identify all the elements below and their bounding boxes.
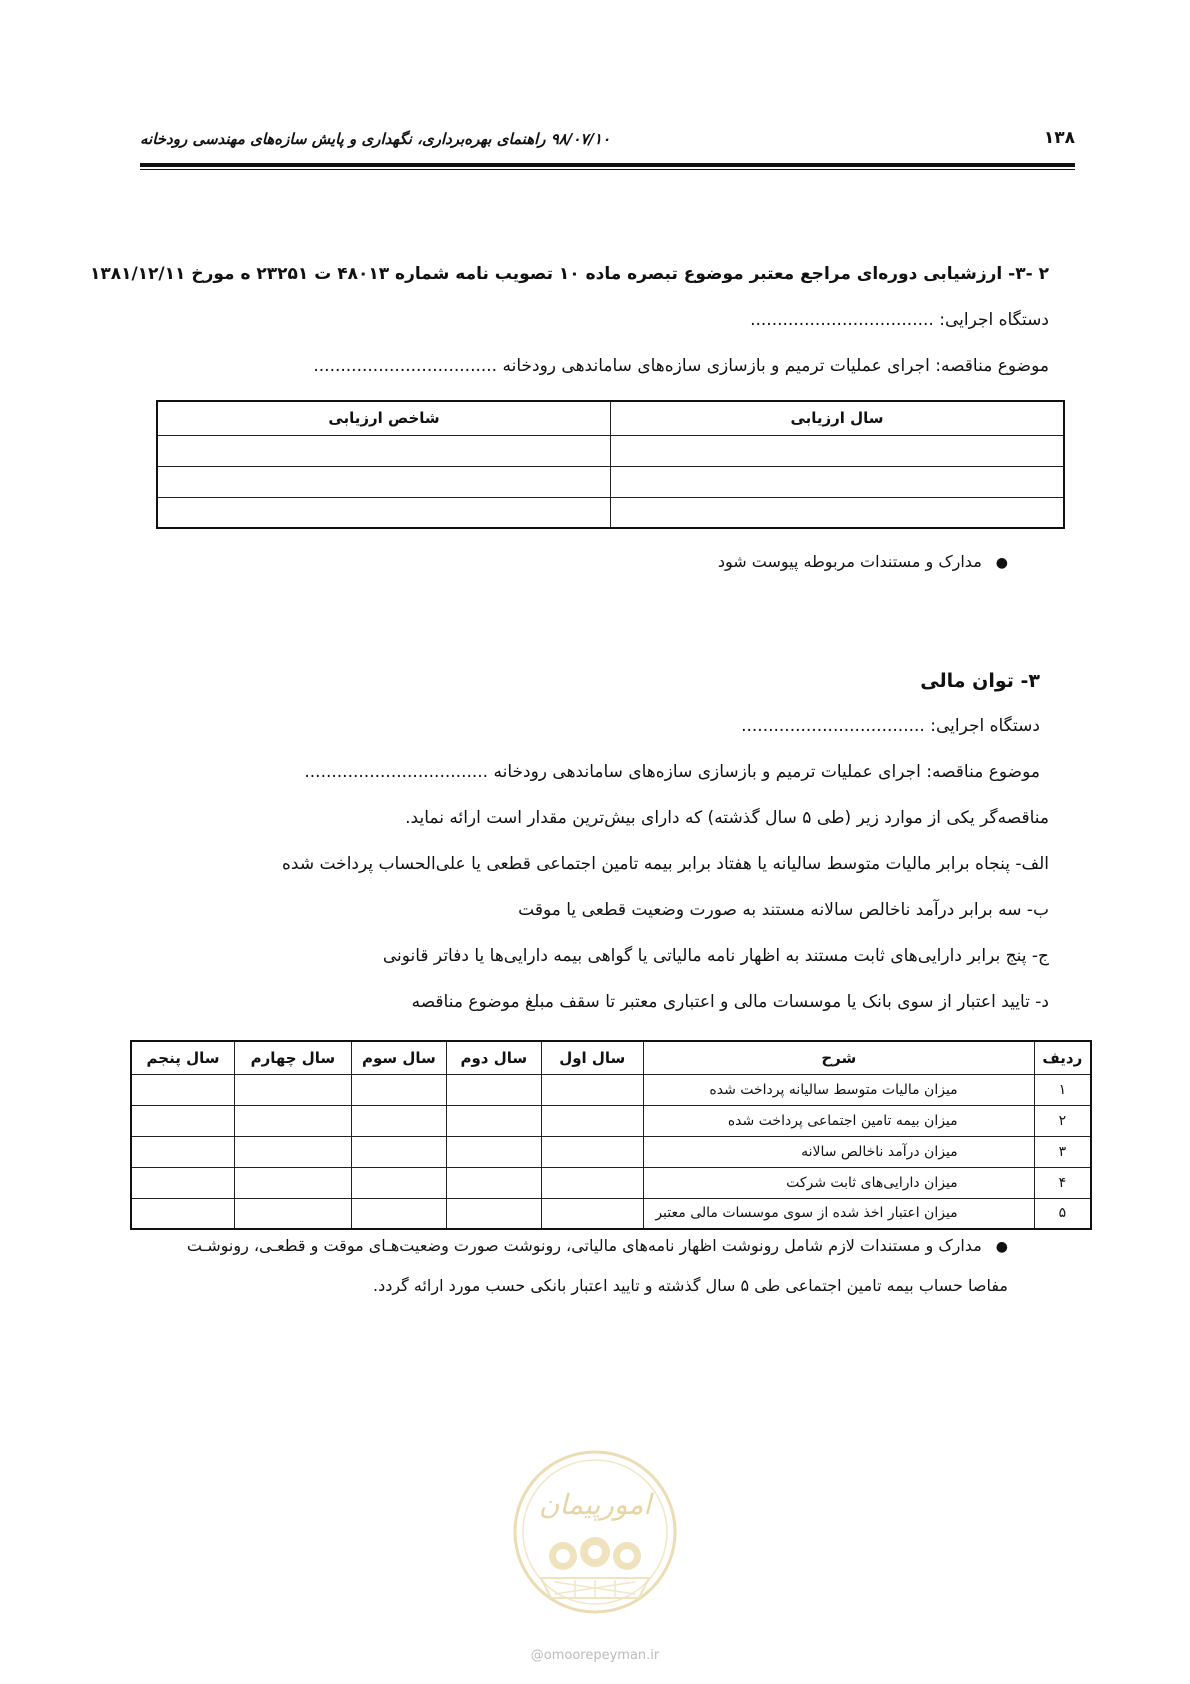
section-3-agency-line: دستگاه اجرایی: ..................................	[741, 716, 1040, 736]
row-number: ۱	[1034, 1074, 1091, 1105]
table-cell	[611, 466, 1065, 497]
row-description: میزان بیمه تامین اجتماعی پرداخت شده	[643, 1105, 1034, 1136]
column-header: سال ارزیابی	[611, 401, 1065, 435]
column-header-year-5: سال پنجم	[131, 1041, 235, 1074]
section-3-item-dal: د- تایید اعتبار از سوی بانک یا موسسات مالی و اعتباری معتبر تا سقف مبلغ موضوع مناقصه	[411, 992, 1049, 1012]
table-cell	[351, 1105, 446, 1136]
row-number: ۵	[1034, 1198, 1091, 1229]
table-cell	[611, 435, 1065, 466]
table-cell	[131, 1198, 235, 1229]
bullet-icon: ●	[995, 555, 1008, 571]
row-description: میزان دارایی‌های ثابت شرکت	[643, 1167, 1034, 1198]
table-row	[157, 497, 1064, 528]
table-cell	[131, 1105, 235, 1136]
table-row	[131, 1074, 1091, 1105]
table-cell	[611, 497, 1065, 528]
table-cell	[541, 1105, 643, 1136]
financial-table	[130, 1040, 1092, 1230]
table-cell	[351, 1136, 446, 1167]
evaluation-table	[156, 400, 1065, 529]
table-cell	[541, 1136, 643, 1167]
table-cell	[235, 1105, 352, 1136]
table-row	[157, 435, 1064, 466]
header-rule-thin	[140, 169, 1075, 170]
note-text: مدارک و مستندات لازم شامل رونوشت اظهار نامه‌های مالیاتی، رونوشت صورت وضعیت‌هـای موقت و قطعـی، رونوشـت	[186, 1236, 982, 1255]
table-cell	[235, 1074, 352, 1105]
header-rule-thick	[140, 163, 1075, 167]
column-header-description: شرح	[643, 1041, 1034, 1074]
row-description: میزان اعتبار اخذ شده از سوی موسسات مالی معتبر	[643, 1198, 1034, 1229]
table-cell	[131, 1074, 235, 1105]
table-row	[131, 1136, 1091, 1167]
section-3-note-line-1	[187, 1236, 1008, 1255]
column-header-year-2: سال دوم	[447, 1041, 541, 1074]
table-cell	[447, 1167, 541, 1198]
row-number: ۴	[1034, 1167, 1091, 1198]
table-cell	[447, 1074, 541, 1105]
section-2-3-note	[718, 552, 1008, 571]
column-header-year-1: سال اول	[541, 1041, 643, 1074]
table-header-row	[131, 1041, 1091, 1074]
table-cell	[541, 1167, 643, 1198]
table-cell	[235, 1136, 352, 1167]
page-number: ۱۳۸	[1043, 128, 1075, 148]
table-cell	[351, 1074, 446, 1105]
running-title: ۹۸/۰۷/۱۰ راهنمای بهره‌برداری، نگهداری و پایش سازه‌های مهندسی رودخانه	[140, 130, 611, 148]
table-row	[131, 1198, 1091, 1229]
logo-text: امورپیمان	[538, 1488, 652, 1521]
section-3-item-jim: ج- پنج برابر دارایی‌های ثابت مستند به اظهار نامه مالیاتی یا گواهی بیمه دارایی‌ها یا دفاتر قانونی	[382, 946, 1049, 966]
table-cell	[351, 1198, 446, 1229]
table-cell	[131, 1167, 235, 1198]
bullet-icon: ●	[995, 1239, 1008, 1255]
table-cell	[157, 435, 611, 466]
table-row	[131, 1167, 1091, 1198]
table-cell	[447, 1136, 541, 1167]
table-cell	[447, 1198, 541, 1229]
watermark-url: @omoorepeyman.ir	[530, 1648, 660, 1663]
column-header: شاخص ارزیابی	[157, 401, 611, 435]
table-header-row	[157, 401, 1064, 435]
section-2-3-agency-line: دستگاه اجرایی: ..................................	[750, 310, 1049, 330]
watermark-seal-logo	[511, 1448, 679, 1616]
table-cell	[157, 497, 611, 528]
table-row	[157, 466, 1064, 497]
column-header-row-number: ردیف	[1034, 1041, 1091, 1074]
table-cell	[131, 1136, 235, 1167]
note-text: مدارک و مستندات مربوطه پیوست شود	[717, 552, 982, 571]
section-3-intro: مناقصه‌گر یکی از موارد زیر (طی ۵ سال گذشته) که دارای بیش‌ترین مقدار است ارائه نماید.	[405, 808, 1049, 828]
section-2-3-tender-line: موضوع مناقصه: اجرای عملیات ترمیم و بازسازی سازه‌های ساماندهی رودخانه ..................................	[313, 356, 1049, 376]
section-3-item-be: ب- سه برابر درآمد ناخالص سالانه مستند به صورت وضعیت قطعی یا موقت	[518, 900, 1049, 920]
table-cell	[541, 1198, 643, 1229]
table-row	[131, 1105, 1091, 1136]
row-description: میزان درآمد ناخالص سالانه	[643, 1136, 1034, 1167]
section-3-heading: ۳- توان مالی	[920, 670, 1040, 692]
table-cell	[541, 1074, 643, 1105]
table-cell	[447, 1105, 541, 1136]
section-3-tender-line: موضوع مناقصه: اجرای عملیات ترمیم و بازسازی سازه‌های ساماندهی رودخانه ..................................	[304, 762, 1040, 782]
column-header-year-3: سال سوم	[351, 1041, 446, 1074]
table-cell	[235, 1198, 352, 1229]
section-3-item-alef: الف- پنجاه برابر مالیات متوسط سالیانه یا هفتاد برابر بیمه تامین اجتماعی قطعی یا علی‌الحساب پرداخت شده	[282, 854, 1049, 874]
section-3-note-line-2: مفاصا حساب بیمه تامین اجتماعی طی ۵ سال گذشته و تایید اعتبار بانکی حسب مورد ارائه گردد.	[373, 1276, 1008, 1295]
table-cell	[157, 466, 611, 497]
row-number: ۳	[1034, 1136, 1091, 1167]
table-cell	[235, 1167, 352, 1198]
page-header	[140, 128, 1075, 150]
row-description: میزان مالیات متوسط سالیانه پرداخت شده	[643, 1074, 1034, 1105]
section-2-3-heading: ۲ -۳- ارزشیابی دوره‌ای مراجع معتبر موضوع تبصره ماده ۱۰ تصویب نامه شماره ۴۸۰۱۳ ت ۲۳۲۵۱ ه مورخ ۱۳۸۱/۱۲/۱۱	[89, 264, 1049, 284]
row-number: ۲	[1034, 1105, 1091, 1136]
table-cell	[351, 1167, 446, 1198]
column-header-year-4: سال چهارم	[235, 1041, 352, 1074]
